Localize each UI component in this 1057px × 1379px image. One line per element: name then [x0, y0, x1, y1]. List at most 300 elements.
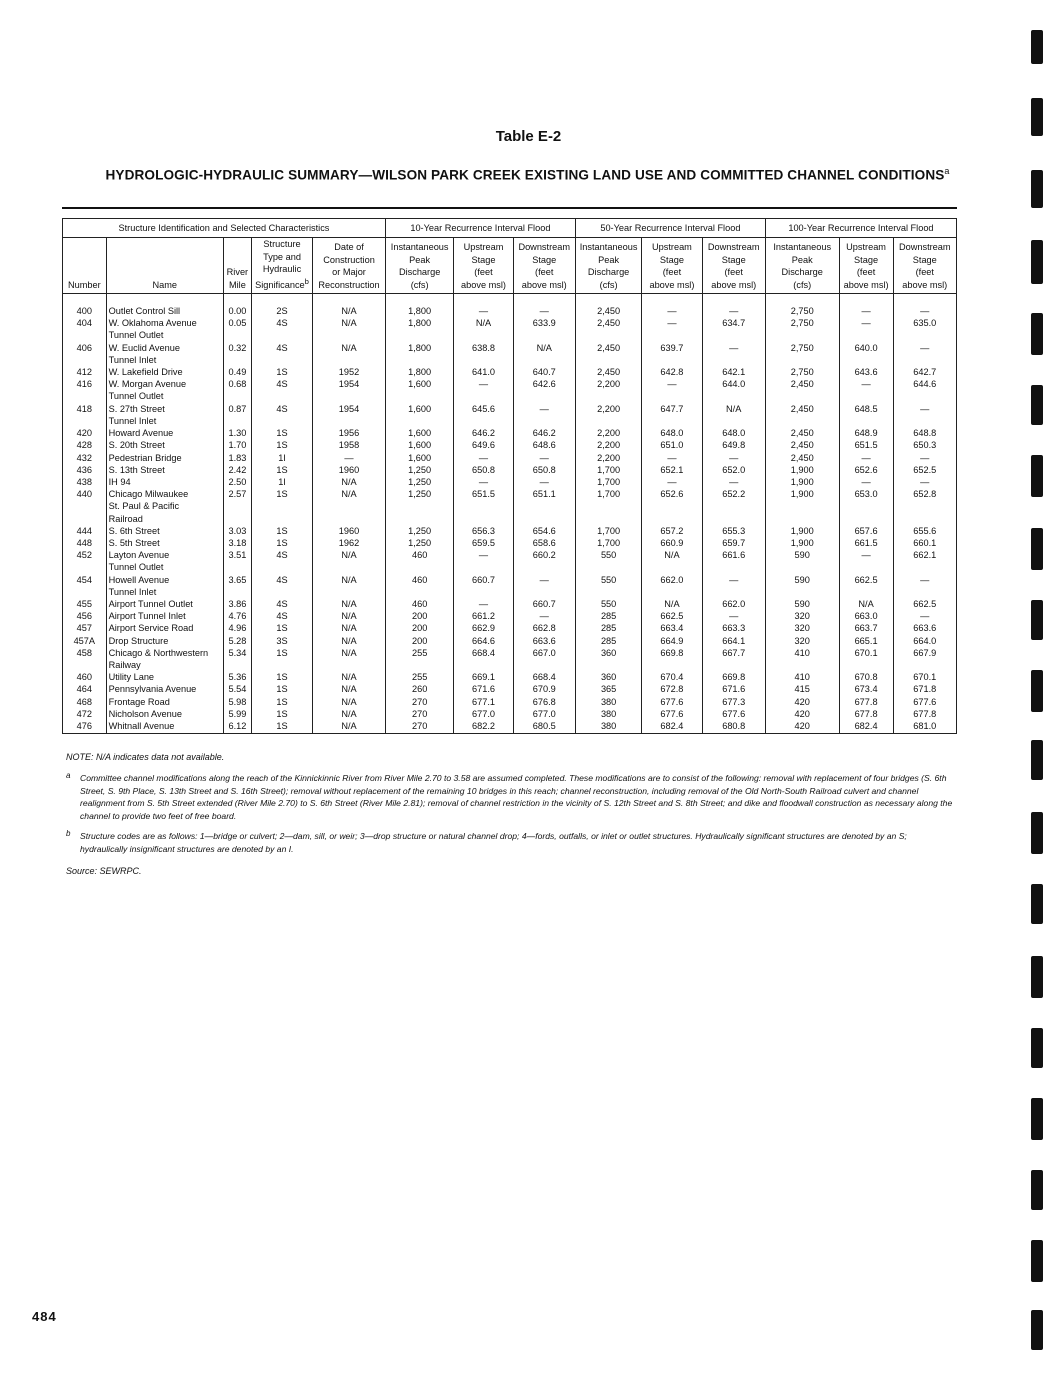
group-header-100-year: 100-Year Recurrence Interval Flood: [765, 219, 956, 238]
binding-mark: [1031, 1170, 1043, 1210]
cell-discharge-50: 2,200: [575, 427, 641, 439]
cell-name: [106, 366, 223, 378]
cell-discharge-10: 1,600: [385, 378, 454, 402]
table-row: [63, 696, 957, 708]
col-header-line: Stage: [471, 254, 496, 265]
cell-discharge-100: 2,750: [765, 294, 839, 318]
col-header-line: Upstream: [652, 242, 692, 253]
cell-upstream-10: 656.3: [454, 525, 513, 537]
col-header-line: Hydraulic: [262, 264, 302, 274]
cell-number: 472: [63, 708, 107, 720]
cell-upstream-50: 670.4: [642, 671, 702, 683]
cell-name: [106, 294, 223, 318]
cell-construction-date: N/A: [313, 647, 386, 671]
cell-structure-type: 4S: [251, 549, 312, 573]
cell-upstream-10: 661.2: [454, 610, 513, 622]
cell-discharge-100: 2,750: [765, 317, 839, 341]
cell-downstream-10: —: [513, 476, 575, 488]
cell-upstream-10: 651.5: [454, 488, 513, 525]
col-header-line: above msl): [711, 279, 757, 290]
col-header-line: (feet: [662, 267, 682, 278]
cell-structure-type: 1S: [251, 696, 312, 708]
cell-downstream-10: —: [513, 294, 575, 318]
col-header-upstream-50: [642, 238, 702, 294]
cell-discharge-100: 410: [765, 671, 839, 683]
cell-upstream-50: 652.6: [642, 488, 702, 525]
cell-discharge-50: 2,200: [575, 403, 641, 427]
cell-number: 464: [63, 683, 107, 695]
binding-mark: [1031, 313, 1043, 355]
cell-construction-date: N/A: [313, 342, 386, 366]
cell-construction-date: 1960: [313, 525, 386, 537]
binding-mark: [1031, 670, 1043, 712]
table-title: Table E-2: [495, 128, 562, 145]
col-header-line: or Major: [332, 267, 366, 278]
cell-upstream-50: N/A: [642, 598, 702, 610]
group-header-structure: Structure Identification and Selected Characteristics: [63, 219, 386, 238]
cell-downstream-100: 660.1: [893, 537, 956, 549]
cell-structure-type: 4S: [251, 610, 312, 622]
cell-upstream-100: 682.4: [839, 720, 893, 734]
col-header-construction: [313, 238, 386, 294]
col-header-line: above msl): [649, 279, 695, 290]
cell-upstream-100: 662.5: [839, 574, 893, 598]
cell-discharge-10: 270: [385, 696, 454, 708]
structure-name-line: S. 27th Street: [108, 403, 165, 414]
cell-upstream-100: 657.6: [839, 525, 893, 537]
cell-downstream-100: 642.7: [893, 366, 956, 378]
col-header-upstream-100: [839, 238, 893, 294]
cell-upstream-50: 639.7: [642, 342, 702, 366]
cell-river-mile: 2.57: [223, 488, 251, 525]
cell-construction-date: N/A: [313, 598, 386, 610]
cell-discharge-100: 1,900: [765, 525, 839, 537]
cell-name: [106, 708, 223, 720]
cell-discharge-10: 460: [385, 549, 454, 573]
cell-upstream-100: —: [839, 378, 893, 402]
structure-name-line: Airport Service Road: [108, 623, 194, 634]
cell-upstream-50: 677.6: [642, 696, 702, 708]
cell-upstream-10: 638.8: [454, 342, 513, 366]
cell-upstream-10: —: [454, 598, 513, 610]
cell-upstream-50: —: [642, 294, 702, 318]
cell-structure-type: 2S: [251, 294, 312, 318]
col-header-line: Instantaneous: [773, 242, 832, 253]
cell-downstream-10: 642.6: [513, 378, 575, 402]
cell-discharge-50: 1,700: [575, 476, 641, 488]
cell-discharge-100: 420: [765, 720, 839, 734]
cell-discharge-100: 2,450: [765, 378, 839, 402]
structure-name-line: S. 20th Street: [108, 440, 165, 451]
binding-mark: [1031, 956, 1043, 998]
cell-discharge-50: 380: [575, 708, 641, 720]
cell-discharge-100: 590: [765, 549, 839, 573]
cell-construction-date: N/A: [313, 720, 386, 734]
cell-downstream-100: 670.1: [893, 671, 956, 683]
cell-downstream-50: 677.3: [702, 696, 765, 708]
cell-downstream-10: 648.6: [513, 439, 575, 451]
cell-downstream-10: 660.7: [513, 598, 575, 610]
col-header-line: Stage: [532, 254, 557, 265]
cell-downstream-100: 662.1: [893, 549, 956, 573]
cell-discharge-10: 200: [385, 610, 454, 622]
cell-downstream-50: 677.6: [702, 708, 765, 720]
col-header-line: (feet: [535, 267, 554, 278]
cell-structure-type: 1I: [251, 476, 312, 488]
structure-name-line: Tunnel Outlet: [108, 562, 164, 573]
cell-structure-type: 1S: [251, 671, 312, 683]
col-header-discharge-100: [765, 238, 839, 294]
table-row: [63, 294, 957, 318]
cell-upstream-50: 682.4: [642, 720, 702, 734]
table-row: [63, 574, 957, 598]
cell-discharge-50: 380: [575, 696, 641, 708]
cell-number: 428: [63, 439, 107, 451]
cell-river-mile: 3.51: [223, 549, 251, 573]
cell-structure-type: 4S: [251, 574, 312, 598]
table-row: [63, 671, 957, 683]
table-row: [63, 378, 957, 402]
col-header-number: Number: [63, 238, 107, 294]
cell-downstream-10: 667.0: [513, 647, 575, 671]
cell-discharge-10: 255: [385, 647, 454, 671]
cell-downstream-10: 646.2: [513, 427, 575, 439]
cell-discharge-100: 320: [765, 610, 839, 622]
structure-name-line: S. 13th Street: [108, 464, 165, 475]
cell-downstream-50: N/A: [702, 403, 765, 427]
cell-downstream-50: 680.8: [702, 720, 765, 734]
cell-number: 457A: [63, 635, 107, 647]
cell-discharge-100: 410: [765, 647, 839, 671]
structure-name-line: Tunnel Inlet: [108, 586, 157, 597]
cell-discharge-100: 1,900: [765, 476, 839, 488]
table-row: [63, 610, 957, 622]
cell-downstream-100: 662.5: [893, 598, 956, 610]
col-header-line: Downstream: [518, 242, 571, 253]
cell-upstream-100: 665.1: [839, 635, 893, 647]
cell-upstream-50: —: [642, 317, 702, 341]
cell-structure-type: 1S: [251, 622, 312, 634]
cell-discharge-10: 460: [385, 598, 454, 610]
structure-name-line: Pennsylvania Avenue: [108, 684, 197, 695]
col-header-line: [254, 276, 310, 292]
cell-river-mile: 3.03: [223, 525, 251, 537]
cell-downstream-100: 650.3: [893, 439, 956, 451]
cell-upstream-100: —: [839, 452, 893, 464]
cell-structure-type: 1S: [251, 683, 312, 695]
cell-discharge-50: 2,200: [575, 378, 641, 402]
cell-name: [106, 720, 223, 734]
cell-construction-date: N/A: [313, 671, 386, 683]
structure-name-line: Outlet Control Sill: [108, 306, 181, 317]
cell-name: [106, 610, 223, 622]
cell-downstream-10: 662.8: [513, 622, 575, 634]
cell-discharge-50: 550: [575, 549, 641, 573]
cell-upstream-50: 663.4: [642, 622, 702, 634]
col-header-line: Downstream: [898, 242, 951, 253]
cell-discharge-50: 2,450: [575, 366, 641, 378]
table-body: [63, 294, 957, 734]
cell-upstream-50: 651.0: [642, 439, 702, 451]
table-row: [63, 525, 957, 537]
structure-name-line: Tunnel Outlet: [108, 391, 164, 402]
table-row: [63, 549, 957, 573]
cell-name: [106, 317, 223, 341]
cell-downstream-10: 640.7: [513, 366, 575, 378]
cell-downstream-50: 663.3: [702, 622, 765, 634]
col-header-line: Discharge: [781, 267, 823, 278]
cell-discharge-10: 1,600: [385, 439, 454, 451]
cell-discharge-50: 2,200: [575, 439, 641, 451]
table-row: [63, 439, 957, 451]
cell-upstream-10: 677.0: [454, 708, 513, 720]
cell-river-mile: 4.76: [223, 610, 251, 622]
cell-discharge-10: 1,250: [385, 464, 454, 476]
cell-discharge-100: 2,750: [765, 366, 839, 378]
cell-structure-type: 1I: [251, 452, 312, 464]
structure-name-line: Layton Avenue: [108, 550, 170, 561]
col-header-line: above msl): [902, 279, 948, 290]
cell-discharge-100: 415: [765, 683, 839, 695]
cell-construction-date: 1962: [313, 537, 386, 549]
binding-mark: [1031, 1028, 1043, 1068]
cell-construction-date: N/A: [313, 610, 386, 622]
cell-downstream-10: —: [513, 610, 575, 622]
cell-discharge-50: 285: [575, 610, 641, 622]
cell-discharge-10: 255: [385, 671, 454, 683]
cell-river-mile: 0.87: [223, 403, 251, 427]
cell-discharge-100: 420: [765, 708, 839, 720]
cell-construction-date: N/A: [313, 683, 386, 695]
cell-upstream-50: 648.0: [642, 427, 702, 439]
cell-downstream-50: 669.8: [702, 671, 765, 683]
cell-river-mile: 4.96: [223, 622, 251, 634]
cell-number: 476: [63, 720, 107, 734]
cell-downstream-50: 642.1: [702, 366, 765, 378]
cell-discharge-100: 320: [765, 622, 839, 634]
cell-discharge-50: 360: [575, 671, 641, 683]
cell-discharge-50: 285: [575, 622, 641, 634]
structure-name-line: Tunnel Inlet: [108, 354, 157, 365]
cell-structure-type: 1S: [251, 464, 312, 476]
col-header-line: Stage: [721, 254, 746, 265]
cell-upstream-10: N/A: [454, 317, 513, 341]
col-header-name: Name: [106, 238, 223, 294]
cell-upstream-50: —: [642, 476, 702, 488]
footnote-a-text: Committee channel modifications along the reach of the Kinnickinnic River from River Mile 2.70 to 3.58 are assumed completed. These modifications are to consist of the following: removal with replacement of four bridges (S. 6th Street, S. 9th Place, S. 13th Street and S. 16th Street); removal without replacement of the remaining 10 bridges in this reach; channel reconstruction, including removal of the Old North-South Railroad culvert and channel realignment from S. 5th Street extended (River Mile 2.70) to S. 6th Street (River Mile 2.81); removal of channel restriction in the vicinity of S. 12th Street and S. 8th Street; and dike and floodwall construction as necessary along the channel to provide two feet of free board.: [80, 773, 953, 821]
cell-downstream-10: 680.5: [513, 720, 575, 734]
binding-mark: [1031, 385, 1043, 425]
column-header-row: [63, 238, 957, 294]
cell-upstream-10: 646.2: [454, 427, 513, 439]
cell-river-mile: 1.70: [223, 439, 251, 451]
cell-river-mile: 0.32: [223, 342, 251, 366]
cell-number: 455: [63, 598, 107, 610]
source-note: Source: SEWRPC.: [66, 866, 142, 876]
col-header-line: Reconstruction: [318, 279, 380, 290]
cell-name: [106, 342, 223, 366]
cell-downstream-50: 652.2: [702, 488, 765, 525]
cell-discharge-50: 1,700: [575, 464, 641, 476]
cell-discharge-50: 380: [575, 720, 641, 734]
cell-construction-date: 1952: [313, 366, 386, 378]
cell-downstream-10: —: [513, 403, 575, 427]
table-row: [63, 635, 957, 647]
page-number: 484: [32, 1309, 57, 1324]
cell-construction-date: N/A: [313, 708, 386, 720]
cell-upstream-10: —: [454, 378, 513, 402]
cell-downstream-100: 681.0: [893, 720, 956, 734]
cell-river-mile: 5.99: [223, 708, 251, 720]
cell-number: 468: [63, 696, 107, 708]
structure-name-line: Utility Lane: [108, 672, 155, 683]
col-header-downstream-100: [893, 238, 956, 294]
col-header-line: Peak: [598, 254, 620, 265]
binding-mark: [1031, 240, 1043, 284]
footnote-b-mark: b: [66, 829, 71, 838]
cell-number: 438: [63, 476, 107, 488]
table-row: [63, 537, 957, 549]
table-row: [63, 622, 957, 634]
cell-discharge-100: 2,750: [765, 342, 839, 366]
cell-number: 448: [63, 537, 107, 549]
cell-structure-type: 4S: [251, 378, 312, 402]
cell-structure-type: 1S: [251, 537, 312, 549]
cell-river-mile: 5.98: [223, 696, 251, 708]
structure-name-line: Chicago Milwaukee: [108, 489, 189, 500]
binding-mark: [1031, 1310, 1043, 1350]
col-header-line: Upstream: [463, 242, 504, 253]
cell-number: 416: [63, 378, 107, 402]
cell-upstream-100: 661.5: [839, 537, 893, 549]
cell-river-mile: 2.50: [223, 476, 251, 488]
col-header-line: Construction: [323, 254, 375, 265]
col-header-line: (cfs): [599, 279, 618, 290]
cell-river-mile: 1.30: [223, 427, 251, 439]
cell-downstream-10: 660.2: [513, 549, 575, 573]
cell-upstream-10: —: [454, 294, 513, 318]
structure-name-line: Whitnall Avenue: [108, 720, 175, 731]
col-header-line: Instantaneous: [390, 242, 449, 253]
cell-downstream-50: —: [702, 294, 765, 318]
col-header-line: Stage: [854, 254, 879, 265]
group-header-50-year: 50-Year Recurrence Interval Flood: [575, 219, 765, 238]
cell-downstream-100: —: [893, 476, 956, 488]
cell-number: 454: [63, 574, 107, 598]
table-subtitle-footnote-mark: a: [944, 166, 950, 176]
cell-construction-date: —: [313, 452, 386, 464]
cell-river-mile: 2.42: [223, 464, 251, 476]
cell-number: 457: [63, 622, 107, 634]
cell-downstream-50: —: [702, 476, 765, 488]
cell-number: 420: [63, 427, 107, 439]
cell-name: [106, 488, 223, 525]
cell-upstream-50: 677.6: [642, 708, 702, 720]
cell-discharge-10: 1,800: [385, 342, 454, 366]
cell-upstream-100: 663.7: [839, 622, 893, 634]
cell-upstream-10: 659.5: [454, 537, 513, 549]
cell-downstream-10: 654.6: [513, 525, 575, 537]
structure-name-line: S. 6th Street: [108, 525, 160, 536]
cell-downstream-10: 676.8: [513, 696, 575, 708]
cell-discharge-10: 260: [385, 683, 454, 695]
cell-river-mile: 5.36: [223, 671, 251, 683]
cell-downstream-100: 677.8: [893, 708, 956, 720]
cell-downstream-50: —: [702, 610, 765, 622]
cell-upstream-100: 648.9: [839, 427, 893, 439]
structure-name-line: W. Oklahoma Avenue: [108, 318, 197, 329]
col-header-line: Type and: [263, 251, 301, 262]
cell-upstream-50: 642.8: [642, 366, 702, 378]
cell-discharge-50: 360: [575, 647, 641, 671]
cell-discharge-10: 1,800: [385, 366, 454, 378]
cell-structure-type: 4S: [251, 403, 312, 427]
structure-name-line: Drop Structure: [108, 635, 169, 646]
cell-discharge-50: 1,700: [575, 525, 641, 537]
cell-number: 458: [63, 647, 107, 671]
cell-name: [106, 439, 223, 451]
col-header-discharge-10: [385, 238, 454, 294]
cell-discharge-10: 1,250: [385, 525, 454, 537]
cell-downstream-100: 664.0: [893, 635, 956, 647]
cell-upstream-10: 668.4: [454, 647, 513, 671]
cell-downstream-100: 667.9: [893, 647, 956, 671]
cell-river-mile: 0.05: [223, 317, 251, 341]
table-row: [63, 366, 957, 378]
table-row: [63, 488, 957, 525]
cell-structure-type: 4S: [251, 317, 312, 341]
cell-construction-date: N/A: [313, 622, 386, 634]
cell-upstream-10: 649.6: [454, 439, 513, 451]
cell-construction-date: N/A: [313, 635, 386, 647]
cell-downstream-50: 662.0: [702, 598, 765, 610]
cell-upstream-50: —: [642, 378, 702, 402]
structure-name-line: S. 5th Street: [108, 537, 160, 548]
cell-construction-date: 1954: [313, 403, 386, 427]
cell-discharge-100: 590: [765, 598, 839, 610]
cell-downstream-100: —: [893, 342, 956, 366]
cell-number: 400: [63, 294, 107, 318]
cell-downstream-100: 648.8: [893, 427, 956, 439]
cell-upstream-50: 669.8: [642, 647, 702, 671]
col-header-text: Significance: [255, 279, 305, 290]
cell-downstream-100: 655.6: [893, 525, 956, 537]
binding-mark: [1031, 455, 1043, 497]
cell-upstream-10: 660.7: [454, 574, 513, 598]
cell-upstream-50: N/A: [642, 549, 702, 573]
cell-upstream-100: 670.1: [839, 647, 893, 671]
cell-downstream-100: —: [893, 610, 956, 622]
cell-number: 404: [63, 317, 107, 341]
cell-upstream-10: 677.1: [454, 696, 513, 708]
group-header-row: [63, 219, 957, 238]
cell-upstream-50: 664.9: [642, 635, 702, 647]
table-row: [63, 427, 957, 439]
col-header-structure-type: [251, 238, 312, 294]
table-row: [63, 452, 957, 464]
cell-number: 460: [63, 671, 107, 683]
cell-discharge-50: 2,450: [575, 294, 641, 318]
cell-name: [106, 427, 223, 439]
col-header-upstream-10: [454, 238, 513, 294]
cell-name: [106, 476, 223, 488]
cell-name: [106, 452, 223, 464]
group-header-10-year: 10-Year Recurrence Interval Flood: [385, 219, 575, 238]
footnote-a-mark: a: [66, 771, 71, 780]
cell-name: [106, 696, 223, 708]
cell-downstream-10: 658.6: [513, 537, 575, 549]
cell-discharge-50: 2,450: [575, 317, 641, 341]
